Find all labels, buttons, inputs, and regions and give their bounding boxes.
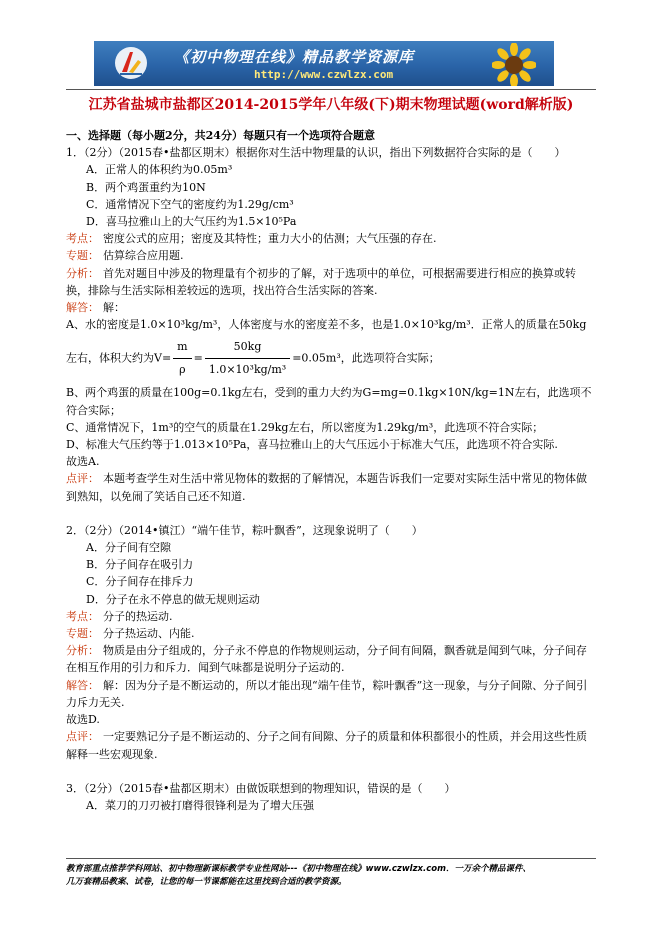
header-banner: [94, 41, 554, 86]
formula-fraction-m-rho: [173, 336, 191, 381]
q1-answer-a-line1: A、水的密度是1.0×10³kg/m³，人体密度与水的密度差不多，也是1.0×10³kg/m³．正常人的质量在50kg: [66, 318, 587, 332]
footer-line-1: 教育部重点推荐学科网站、初中物理新课标教学专业性网站---《初中物理在线》www.czwlzx.com．一万余个精品课件、: [66, 864, 531, 874]
banner-title: 《初中物理在线》精品教学资源库: [174, 48, 415, 66]
dianping-label: 点评：: [66, 730, 99, 744]
q2-choice: 故选D.: [66, 713, 100, 727]
q1-option-b: B．两个鸡蛋重约为10N: [86, 180, 206, 194]
q1-option-a: A．正常人的体积约为0.05m³: [86, 163, 233, 177]
q1-answer-b: B、两个鸡蛋的质量在100g=0.1kg左右，受到的重力大约为G=mg=0.1kg×10N/kg=1N左右，此选项不符合实际；: [66, 386, 592, 417]
sunflower-icon: [492, 43, 536, 86]
q2-fenxi-text: 物质是由分子组成的，分子永不停息的作物规则运动，分子间有间隔，飘香就是闻到气味，分子间存在相互作用的引力和斥力．闻到气味都是说明分子运动的.: [66, 644, 587, 675]
document-title: 江苏省盐城市盐都区2014-2015学年八年级(下)期末物理试题(word解析版): [88, 97, 574, 113]
q1-kaodian: [66, 230, 596, 247]
q1-fenxi-text: 首先对题目中涉及的物理量有个初步的了解，对于选项中的单位，可根据需要进行相应的换算或转换，排除与生活实际相差较远的选项，找出符合生活实际的答案.: [66, 266, 576, 297]
q1-choice: 故选A.: [66, 455, 100, 469]
q1-jieda-intro: 解：: [103, 301, 125, 315]
q1-option-d: D．喜马拉雅山上的大气压约为1.5×10⁵Pa: [86, 215, 297, 229]
q2-fenxi: [66, 642, 596, 676]
exam-content: [66, 121, 596, 814]
q2-option-c: C．分子间存在排斥力: [86, 575, 194, 589]
q2-option-a: A．分子间有空隙: [86, 541, 171, 555]
q1-answer-c: C、通常情况下，1m³的空气的质量在1.29kg左右，所以密度为1.29kg/m³，此选项不符合实际；: [66, 420, 544, 434]
q1-kaodian-text: 密度公式的应用；密度及其特性；重力大小的估测；大气压强的存在.: [103, 232, 437, 246]
zhuanti-label: 专题：: [66, 249, 99, 263]
q1-jieda: [66, 299, 596, 316]
q1-stem: 1．（2分）（2015春•盐都区期末）根据你对生活中物理量的认识，指出下列数据符合实际的是（ ）: [66, 146, 566, 160]
q2-dianping: [66, 728, 596, 762]
q3-option-a: A．菜刀的刀刃被打磨得很锋利是为了增大压强: [86, 798, 314, 812]
dianping-label: 点评：: [66, 472, 99, 486]
fraction-numerator: 50kg: [205, 336, 290, 359]
q2-dianping-text: 一定要熟记分子是不断运动的、分子之间有间隙、分子的质量和体积都很小的性质，并会用这些性质解释一些宏观现象.: [66, 730, 587, 761]
q1-answer-a-post: =0.05m³，此选项符合实际；: [292, 351, 440, 365]
section-heading: 一、选择题（每小题2分，共24分）每题只有一个选项符合题意: [66, 129, 375, 142]
fenxi-label: 分析：: [66, 266, 99, 280]
q2-kaodian: [66, 608, 596, 625]
fraction-denominator: 1.0×10³kg/m³: [208, 363, 287, 377]
q1-zhuanti: [66, 247, 596, 264]
banner-url: http://www.czwlzx.com: [254, 68, 394, 81]
footer-line-2: 几万套精品教案、试卷，让您的每一节课都能在这里找到合适的教学资源。: [66, 877, 347, 887]
q1-option-c: C．通常情况下空气的密度约为1.29g/cm³: [86, 197, 294, 211]
jieda-label: 解答：: [66, 301, 99, 315]
q2-option-d: D．分子在永不停息的做无规则运动: [86, 592, 260, 606]
q2-zhuanti: [66, 625, 596, 642]
fenxi-label: 分析：: [66, 644, 99, 658]
q2-stem: 2．（2分）（2014•镇江）“端午佳节，粽叶飘香”，这现象说明了（ ）: [66, 523, 423, 537]
q1-dianping-text: 本题考查学生对生活中常见物体的数据的了解情况，本题告诉我们一定要对实际生活中常见的物体做到熟知，以免闹了笑话自己还不知道.: [66, 472, 587, 503]
formula-fraction-values: [205, 336, 290, 381]
q2-jieda-text: 解：因为分子是不断运动的，所以才能出现“端午佳节，粽叶飘香”这一现象，与分子间隙、分子间引力斥力无关.: [66, 678, 588, 709]
q1-dianping: [66, 470, 596, 504]
footer-rule: [66, 858, 596, 859]
header-rule: [66, 89, 596, 90]
q2-option-b: B．分子间存在吸引力: [86, 558, 194, 572]
fraction-denominator: ρ: [179, 363, 186, 377]
q1-zhuanti-text: 估算综合应用题.: [103, 249, 184, 263]
q2-zhuanti-text: 分子热运动、内能.: [103, 627, 195, 641]
q1-answer-d: D、标准大气压约等于1.013×10⁵Pa，喜马拉雅山上的大气压远小于标准大气压，此选项不符合实际.: [66, 438, 558, 452]
zhuanti-label: 专题：: [66, 627, 99, 641]
spacer: [66, 763, 596, 780]
fraction-numerator: m: [173, 336, 191, 359]
logo-icon: [114, 46, 148, 80]
q1-fenxi: [66, 265, 596, 299]
q1-answer-a-line2: 左右，体积大约为V= $\frac{m}{\rho}$ = $\frac{50kg}{\text{1.0×10³kg/m³}}$ =0.05m³，此选项符合实际；: [66, 336, 596, 381]
page-footer: [66, 863, 596, 889]
q2-jieda: [66, 677, 596, 711]
jieda-label: 解答：: [66, 678, 99, 692]
q1-answer-a-pre: 左右，体积大约为V=: [66, 351, 172, 365]
kaodian-label: 考点：: [66, 609, 99, 623]
q3-stem: 3．（2分）（2015春•盐都区期末）由做饭联想到的物理知识，错误的是（ ）: [66, 781, 456, 795]
q2-kaodian-text: 分子的热运动.: [103, 609, 173, 623]
spacer: [66, 505, 596, 522]
kaodian-label: 考点：: [66, 232, 99, 246]
